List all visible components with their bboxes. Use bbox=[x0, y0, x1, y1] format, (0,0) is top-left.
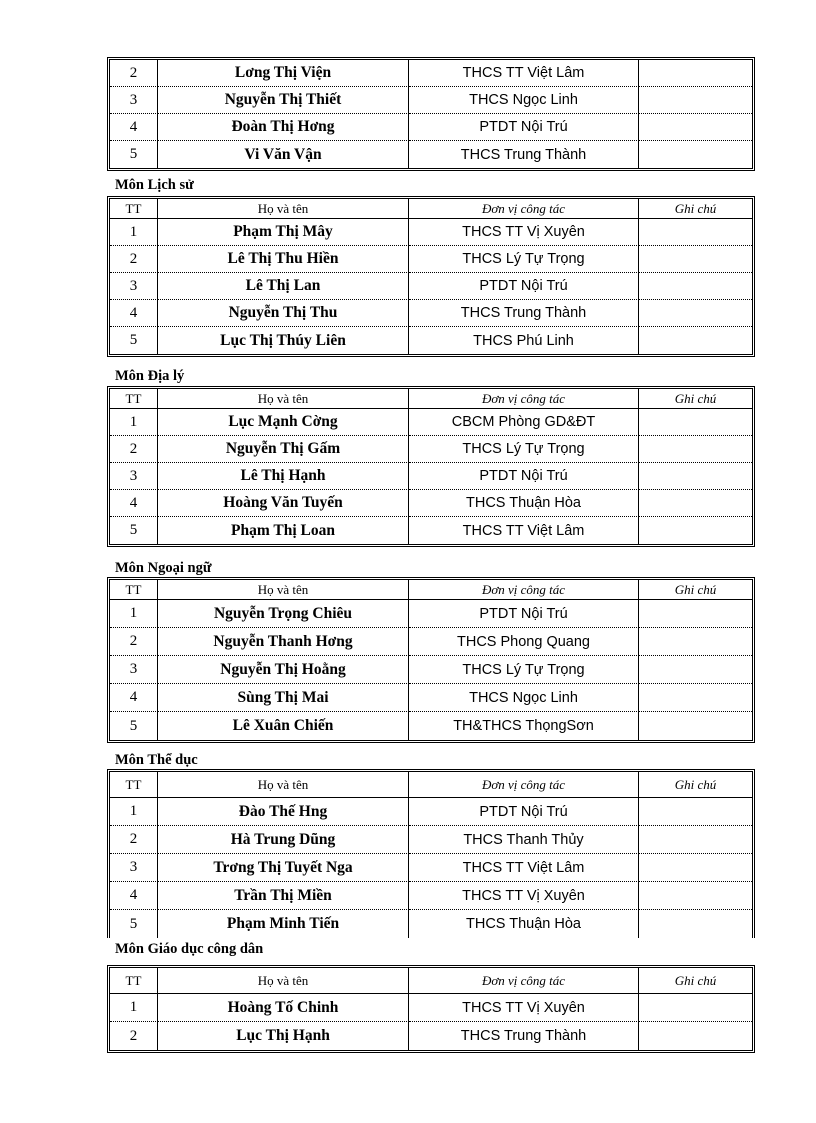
row-number: 5 bbox=[110, 910, 158, 938]
row-number: 2 bbox=[110, 1022, 158, 1050]
row-number: 4 bbox=[110, 300, 158, 327]
header-unit: Đơn vị công tác bbox=[409, 199, 639, 219]
person-name: Nguyễn Thị Thu bbox=[158, 300, 409, 327]
table-row bbox=[110, 656, 752, 684]
work-unit: THCS TT Việt Lâm bbox=[409, 60, 639, 87]
header-note: Ghi chú bbox=[639, 199, 752, 219]
note-cell bbox=[639, 882, 752, 910]
note-cell bbox=[639, 300, 752, 327]
person-name: Lê Xuân Chiến bbox=[158, 712, 409, 740]
section-title-ngoai-ngu: Môn Ngoại ngữ bbox=[115, 560, 212, 576]
row-number: 5 bbox=[110, 712, 158, 740]
header-tt: TT bbox=[110, 772, 158, 798]
work-unit: THCS TT Vị Xuyên bbox=[409, 882, 639, 910]
work-unit: PTDT Nội Trú bbox=[409, 600, 639, 628]
table-row bbox=[110, 684, 752, 712]
table-row bbox=[110, 854, 752, 882]
header-unit: Đơn vị công tác bbox=[409, 968, 639, 994]
person-name: Lục Thị Thúy Liên bbox=[158, 327, 409, 354]
header-note: Ghi chú bbox=[639, 772, 752, 798]
header-unit: Đơn vị công tác bbox=[409, 772, 639, 798]
note-cell bbox=[639, 219, 752, 246]
row-number: 3 bbox=[110, 854, 158, 882]
table-header bbox=[110, 968, 752, 994]
table-row bbox=[110, 798, 752, 826]
work-unit: THCS Trung Thành bbox=[409, 300, 639, 327]
table-row bbox=[110, 409, 752, 436]
row-number: 5 bbox=[110, 517, 158, 544]
note-cell bbox=[639, 712, 752, 740]
row-number: 1 bbox=[110, 994, 158, 1022]
table-row bbox=[110, 87, 752, 114]
table-ngoai-ngu bbox=[107, 577, 755, 743]
person-name: Vi Văn Vận bbox=[158, 141, 409, 168]
work-unit: THCS Lý Tự Trọng bbox=[409, 246, 639, 273]
person-name: Nguyễn Thị Hoằng bbox=[158, 656, 409, 684]
person-name: Lê Thị Hạnh bbox=[158, 463, 409, 490]
row-number: 3 bbox=[110, 656, 158, 684]
table-row bbox=[110, 463, 752, 490]
header-unit: Đơn vị công tác bbox=[409, 580, 639, 600]
table-row bbox=[110, 327, 752, 354]
note-cell bbox=[639, 517, 752, 544]
table-continuation bbox=[107, 57, 755, 171]
header-tt: TT bbox=[110, 968, 158, 994]
note-cell bbox=[639, 436, 752, 463]
staff-table bbox=[107, 386, 755, 547]
note-cell bbox=[639, 60, 752, 87]
work-unit: THCS Ngọc Linh bbox=[409, 87, 639, 114]
note-cell bbox=[639, 854, 752, 882]
row-number: 4 bbox=[110, 490, 158, 517]
person-name: Lê Thị Lan bbox=[158, 273, 409, 300]
table-lich-su bbox=[107, 196, 755, 357]
row-number: 2 bbox=[110, 246, 158, 273]
person-name: Nguyễn Thị Thiết bbox=[158, 87, 409, 114]
table-row bbox=[110, 60, 752, 87]
work-unit: THCS TT Vị Xuyên bbox=[409, 994, 639, 1022]
table-body bbox=[110, 600, 752, 740]
table-header bbox=[110, 580, 752, 600]
note-cell bbox=[639, 1022, 752, 1050]
row-number: 2 bbox=[110, 826, 158, 854]
table-header bbox=[110, 389, 752, 409]
header-name: Họ và tên bbox=[158, 199, 409, 219]
person-name: Phạm Minh Tiến bbox=[158, 910, 409, 938]
header-tt: TT bbox=[110, 199, 158, 219]
staff-table bbox=[107, 57, 755, 171]
table-row bbox=[110, 141, 752, 168]
table-dia-ly bbox=[107, 386, 755, 547]
header-tt: TT bbox=[110, 580, 158, 600]
header-name: Họ và tên bbox=[158, 968, 409, 994]
table-row bbox=[110, 490, 752, 517]
header-row bbox=[110, 389, 752, 409]
note-cell bbox=[639, 684, 752, 712]
row-number: 3 bbox=[110, 463, 158, 490]
note-cell bbox=[639, 141, 752, 168]
work-unit: THCS Trung Thành bbox=[409, 141, 639, 168]
work-unit: PTDT Nội Trú bbox=[409, 798, 639, 826]
work-unit: THCS Lý Tự Trọng bbox=[409, 436, 639, 463]
work-unit: TH&THCS ThọngSơn bbox=[409, 712, 639, 740]
header-tt: TT bbox=[110, 389, 158, 409]
note-cell bbox=[639, 600, 752, 628]
table-row bbox=[110, 994, 752, 1022]
header-row bbox=[110, 580, 752, 600]
header-name: Họ và tên bbox=[158, 772, 409, 798]
row-number: 1 bbox=[110, 219, 158, 246]
table-row bbox=[110, 1022, 752, 1050]
work-unit: THCS Trung Thành bbox=[409, 1022, 639, 1050]
note-cell bbox=[639, 656, 752, 684]
row-number: 1 bbox=[110, 798, 158, 826]
header-name: Họ và tên bbox=[158, 389, 409, 409]
header-note: Ghi chú bbox=[639, 968, 752, 994]
note-cell bbox=[639, 114, 752, 141]
header-note: Ghi chú bbox=[639, 580, 752, 600]
work-unit: THCS TT Vị Xuyên bbox=[409, 219, 639, 246]
table-the-duc bbox=[107, 769, 755, 938]
table-row bbox=[110, 628, 752, 656]
person-name: Phạm Thị Loan bbox=[158, 517, 409, 544]
person-name: Hoàng Tố Chinh bbox=[158, 994, 409, 1022]
staff-table bbox=[107, 196, 755, 357]
person-name: Đoàn Thị Hơng bbox=[158, 114, 409, 141]
work-unit: THCS Phú Linh bbox=[409, 327, 639, 354]
table-row bbox=[110, 246, 752, 273]
person-name: Lục Thị Hạnh bbox=[158, 1022, 409, 1050]
person-name: Sùng Thị Mai bbox=[158, 684, 409, 712]
work-unit: THCS Thuận Hòa bbox=[409, 490, 639, 517]
person-name: Đào Thế Hng bbox=[158, 798, 409, 826]
person-name: Phạm Thị Mây bbox=[158, 219, 409, 246]
work-unit: THCS Ngọc Linh bbox=[409, 684, 639, 712]
section-title-the-duc: Môn Thể dục bbox=[115, 752, 198, 768]
person-name: Lơng Thị Viện bbox=[158, 60, 409, 87]
note-cell bbox=[639, 246, 752, 273]
section-title-gdcd: Môn Giáo dục công dân bbox=[115, 941, 264, 957]
note-cell bbox=[639, 490, 752, 517]
work-unit: PTDT Nội Trú bbox=[409, 114, 639, 141]
note-cell bbox=[639, 273, 752, 300]
table-body bbox=[110, 219, 752, 354]
work-unit: PTDT Nội Trú bbox=[409, 273, 639, 300]
table-body bbox=[110, 409, 752, 544]
work-unit: THCS TT Việt Lâm bbox=[409, 517, 639, 544]
table-row bbox=[110, 436, 752, 463]
person-name: Trơng Thị Tuyết Nga bbox=[158, 854, 409, 882]
person-name: Hoàng Văn Tuyến bbox=[158, 490, 409, 517]
table-row bbox=[110, 826, 752, 854]
header-unit: Đơn vị công tác bbox=[409, 389, 639, 409]
staff-table bbox=[107, 577, 755, 743]
person-name: Trần Thị Miền bbox=[158, 882, 409, 910]
person-name: Hà Trung Dũng bbox=[158, 826, 409, 854]
note-cell bbox=[639, 628, 752, 656]
row-number: 4 bbox=[110, 882, 158, 910]
table-row bbox=[110, 114, 752, 141]
table-row bbox=[110, 219, 752, 246]
person-name: Nguyễn Thị Gấm bbox=[158, 436, 409, 463]
header-row bbox=[110, 772, 752, 798]
note-cell bbox=[639, 910, 752, 938]
work-unit: THCS TT Việt Lâm bbox=[409, 854, 639, 882]
note-cell bbox=[639, 463, 752, 490]
table-gdcd bbox=[107, 965, 755, 1053]
row-number: 1 bbox=[110, 409, 158, 436]
staff-table bbox=[107, 965, 755, 1053]
work-unit: THCS Thanh Thủy bbox=[409, 826, 639, 854]
table-row bbox=[110, 600, 752, 628]
person-name: Nguyễn Trọng Chiêu bbox=[158, 600, 409, 628]
row-number: 4 bbox=[110, 684, 158, 712]
staff-table bbox=[107, 769, 755, 938]
work-unit: PTDT Nội Trú bbox=[409, 463, 639, 490]
note-cell bbox=[639, 826, 752, 854]
table-row bbox=[110, 910, 752, 938]
row-number: 2 bbox=[110, 628, 158, 656]
table-row bbox=[110, 273, 752, 300]
work-unit: CBCM Phòng GD&ĐT bbox=[409, 409, 639, 436]
section-title-dia-ly: Môn Địa lý bbox=[115, 368, 185, 384]
row-number: 4 bbox=[110, 114, 158, 141]
table-body bbox=[110, 798, 752, 938]
row-number: 2 bbox=[110, 60, 158, 87]
row-number: 5 bbox=[110, 141, 158, 168]
row-number: 5 bbox=[110, 327, 158, 354]
table-row bbox=[110, 300, 752, 327]
table-body bbox=[110, 60, 752, 168]
section-title-lich-su: Môn Lịch sử bbox=[115, 177, 194, 193]
header-name: Họ và tên bbox=[158, 580, 409, 600]
table-row bbox=[110, 712, 752, 740]
work-unit: THCS Phong Quang bbox=[409, 628, 639, 656]
person-name: Lục Mạnh Cờng bbox=[158, 409, 409, 436]
table-row bbox=[110, 882, 752, 910]
table-row bbox=[110, 517, 752, 544]
work-unit: THCS Lý Tự Trọng bbox=[409, 656, 639, 684]
note-cell bbox=[639, 409, 752, 436]
work-unit: THCS Thuận Hòa bbox=[409, 910, 639, 938]
person-name: Lê Thị Thu Hiền bbox=[158, 246, 409, 273]
person-name: Nguyễn Thanh Hơng bbox=[158, 628, 409, 656]
header-row bbox=[110, 968, 752, 994]
table-body bbox=[110, 994, 752, 1050]
note-cell bbox=[639, 994, 752, 1022]
table-header bbox=[110, 199, 752, 219]
header-row bbox=[110, 199, 752, 219]
row-number: 1 bbox=[110, 600, 158, 628]
note-cell bbox=[639, 87, 752, 114]
header-note: Ghi chú bbox=[639, 389, 752, 409]
note-cell bbox=[639, 327, 752, 354]
row-number: 3 bbox=[110, 87, 158, 114]
note-cell bbox=[639, 798, 752, 826]
row-number: 2 bbox=[110, 436, 158, 463]
row-number: 3 bbox=[110, 273, 158, 300]
table-header bbox=[110, 772, 752, 798]
